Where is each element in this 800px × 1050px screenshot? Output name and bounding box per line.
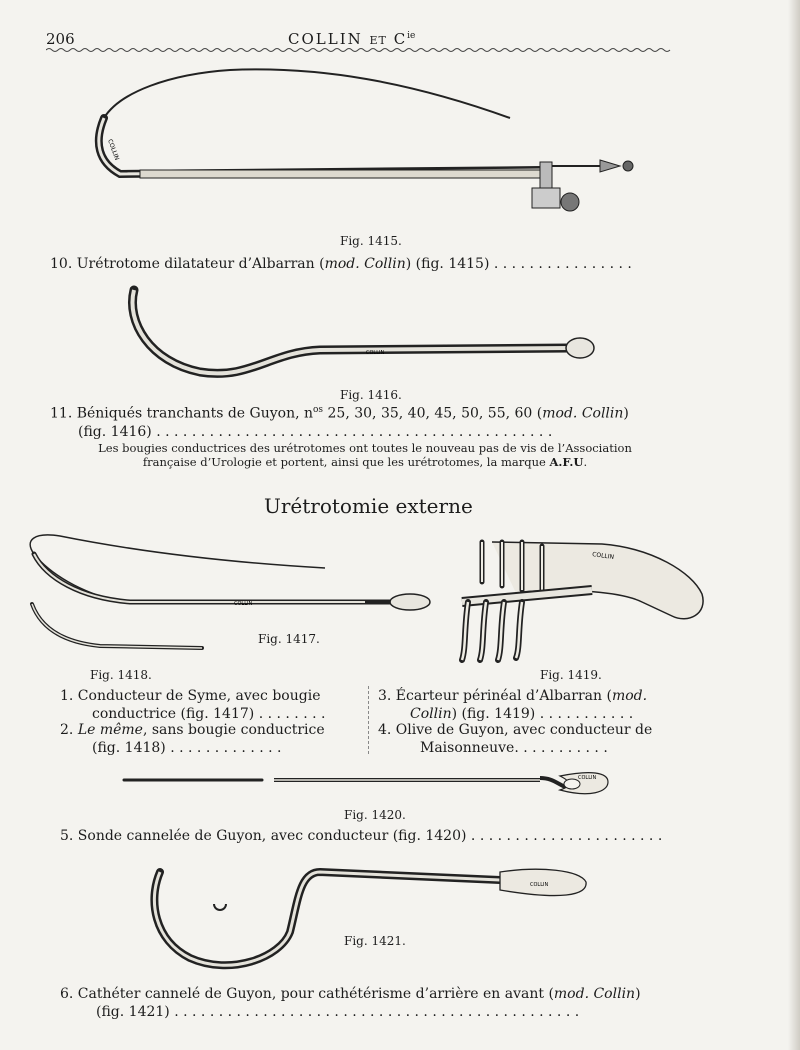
entry-6-model: mod. Collin [553,986,636,1002]
entry-11-ref: (fig. 1416) [78,424,152,440]
entry-4-line2 [420,740,608,756]
entry-3-line1 [378,688,647,704]
entry-2-line2 [92,740,281,756]
entry-11-line1 [50,405,629,422]
entry-11-text: 11. Béniqués tranchants de Guyon, n [50,405,314,422]
caption-fig-1416: Fig. 1416. [340,388,402,402]
entry-10-ref: ) (fig. 1415) [405,256,490,272]
section-title: Urétrotomie externe [264,494,473,518]
entry-11-leader: . . . . . . . . . . . . . . . . . . . . . . . . . . . . . . . . . . . . . . . . . . . . . [151,424,553,440]
engraved-mark-1417: COLLIN [234,601,253,607]
entry-3-line2 [410,706,633,722]
entry-2-ref: (fig. 1418) [92,740,166,756]
caption-fig-1415: Fig. 1415. [340,234,402,248]
engraved-mark-1419: COLLIN [591,551,615,562]
figure-1416-beniques [120,282,600,392]
entry-3-ref: ) (fig. 1419) [451,706,536,722]
entry-1-line2 [92,706,325,722]
entry-6-close: ) [635,986,641,1002]
entry-3-model-name: Collin [410,706,452,722]
entry-6-ref: (fig. 1421) [96,1004,170,1020]
entry-3-text: 3. Écarteur périnéal d’Albarran ( [378,688,612,704]
entry-1-ref: conductrice (fig. 1417) [92,706,255,722]
entry-2-leader: . . . . . . . . . . . . . [165,740,282,756]
figure-1420-sonde-cannelee [120,768,620,808]
header-wavy-rule [46,46,672,54]
caption-fig-1418: Fig. 1418. [90,668,152,682]
caption-fig-1421: Fig. 1421. [344,934,406,948]
entry-2-italic: Le même [77,722,143,738]
entry-6-line2 [96,1004,579,1020]
note-end: . [583,455,588,469]
entry-5-text: 5. Sonde cannelée de Guyon, avec conducteur (fig. 1420) [60,828,467,844]
entry-11-sup: os [313,405,324,415]
entry-3-model: mod. [611,688,648,704]
entry-2-line1 [60,722,325,738]
note-mark-afu: A.F.U [549,455,584,469]
entry-6-line1 [60,986,641,1002]
engraved-mark-1415: COLLIN [106,138,121,162]
entry-1-line1: 1. Conducteur de Syme, avec bougie [60,688,321,704]
entry-11-close: ) [623,405,629,422]
engraved-mark-1421: COLLIN [530,882,549,888]
page-number: 206 [46,30,75,48]
column-divider [368,686,370,754]
entry-6-text: 6. Cathéter cannelé de Guyon, pour cathétérisme d’arrière en avant ( [60,986,554,1002]
caption-fig-1417: Fig. 1417. [258,632,320,646]
entry-10 [50,256,632,272]
entry-4-leader: . . . . . . . . . . . [514,740,608,756]
header-collin: COLLIN [288,30,363,48]
note-line-1: Les bougies conductrices des urétrotomes ont toutes le nouveau pas de vis de l’Association [98,441,632,455]
note-line-2 [90,455,640,469]
entry-10-model: mod. Collin [324,256,406,272]
entry-10-leader: . . . . . . . . . . . . . . . . [489,256,632,272]
entry-1-leader: . . . . . . . . [258,706,326,722]
header-ie: ie [407,31,416,41]
figure-1419-ecarteur [452,532,712,662]
figure-1421-catheter-cannele [140,860,600,980]
entry-2-text: , sans bougie conductrice [142,722,325,738]
engraved-mark-1420: COLLIN [578,775,597,781]
entry-4-line1: 4. Olive de Guyon, avec conducteur de [378,722,653,738]
engraved-mark-1416: COLLIN [366,350,385,356]
entry-5 [60,828,662,844]
entry-11-sizes: 25, 30, 35, 40, 45, 50, 55, 60 ( [323,405,543,422]
page-edge-shadow [788,0,800,1050]
entry-3-leader: . . . . . . . . . . . [539,706,634,722]
entry-6-leader: . . . . . . . . . . . . . . . . . . . . . . . . . . . . . . . . . . . . . . . . . . . . . . [169,1004,580,1020]
figure-1417-1418-conducteurs [20,528,440,658]
entry-11-model: mod. Collin [542,405,624,422]
entry-10-text: Urétrotome dilatateur d’Albarran ( [76,256,325,272]
entry-10-number: 10. [50,256,73,272]
caption-fig-1419: Fig. 1419. [540,668,602,682]
entry-4-text: Maisonneuve [420,740,515,756]
caption-fig-1420: Fig. 1420. [344,808,406,822]
note-text: française d’Urologie et portent, ainsi que les urétrotomes, la marque [142,455,550,469]
figure-1415-uretrotome [80,62,660,232]
entry-2-number: 2. [60,722,74,738]
entry-5-leader: . . . . . . . . . . . . . . . . . . . . . . [466,828,663,844]
header-c: C [393,30,408,48]
entry-11-line2 [78,424,552,440]
header-et: ET [369,34,387,47]
